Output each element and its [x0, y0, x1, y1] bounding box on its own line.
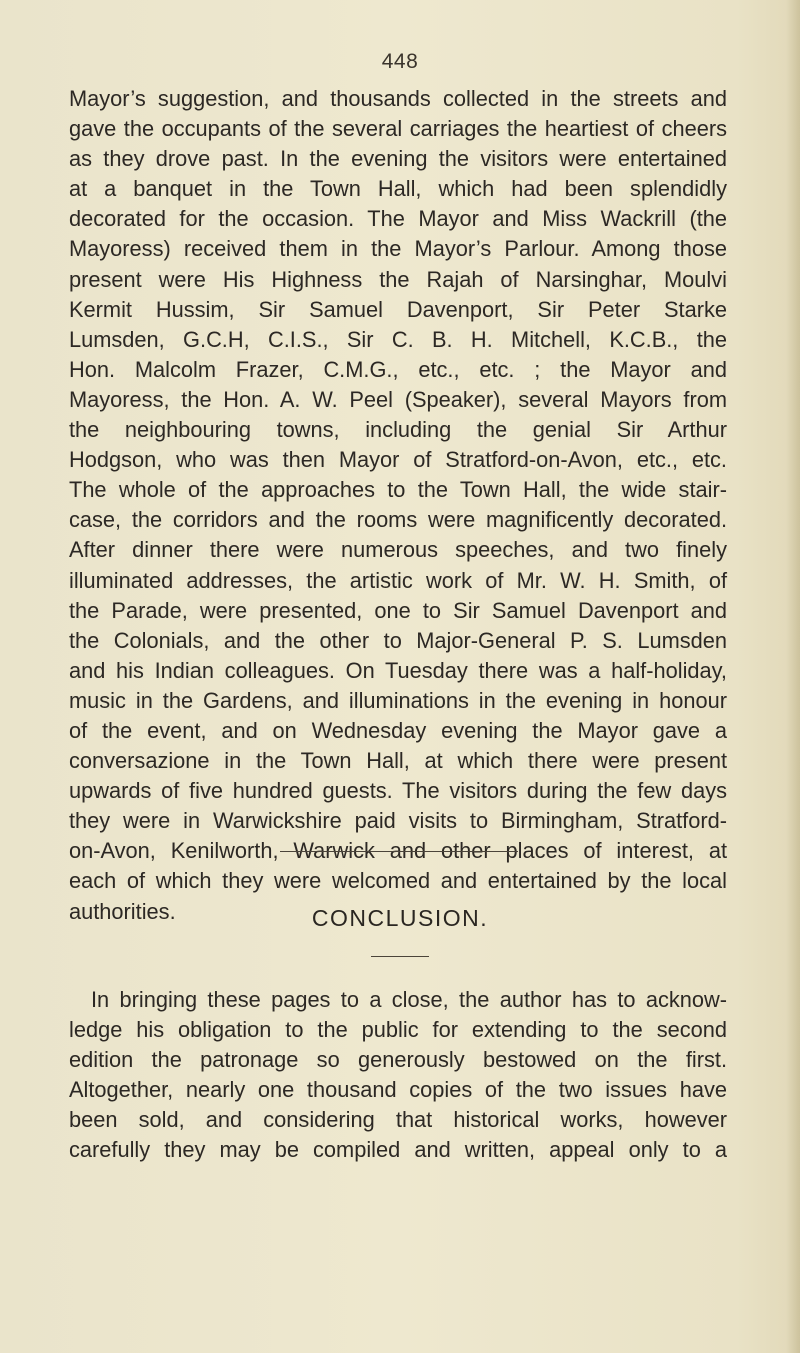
text-line: each of which they were welcomed and entertained by the local: [69, 868, 727, 894]
text-line: In bringing these pages to a close, the author has to acknow-: [91, 987, 727, 1012]
paragraph-conclusion: [69, 985, 727, 1166]
text-line: Mayoress) received them in the Mayor’s Parlour. Among those: [69, 236, 727, 262]
text-line: the neighbouring towns, including the genial Sir Arthur: [69, 417, 727, 443]
text-line: ledge his obligation to the public for extending to the second: [69, 1017, 727, 1043]
text-line: Mayor’s suggestion, and thousands collected in the streets and: [69, 86, 727, 111]
text-line: and his Indian colleagues. On Tuesday there was a half-holiday,: [69, 657, 727, 683]
text-line: The whole of the approaches to the Town Hall, the wide stair-: [69, 477, 727, 503]
section-heading: CONCLUSION.: [311, 905, 489, 931]
text-line: they were in Warwickshire paid visits to Birmingham, Stratford-: [69, 808, 727, 834]
text-line: at a banquet in the Town Hall, which had been splendidly: [69, 176, 727, 202]
text-line: conversazione in the Town Hall, at which there were present: [69, 748, 727, 774]
text-line: edition the patronage so generously bestowed on the first.: [69, 1047, 727, 1073]
text-line: After dinner there were numerous speeches, and two finely: [69, 537, 727, 563]
text-line: decorated for the occasion. The Mayor and Miss Wackrill (the: [69, 206, 727, 232]
text-line: Kermit Hussim, Sir Samuel Davenport, Sir Peter Starke: [69, 296, 727, 322]
text-line: case, the corridors and the rooms were magnificently decorated.: [69, 507, 727, 533]
page-edge-shadow: [786, 0, 800, 1353]
text-line: the Colonials, and the other to Major-General P. S. Lumsden: [69, 627, 727, 653]
text-line: upwards of five hundred guests. The visitors during the few days: [69, 778, 727, 804]
text-line: music in the Gardens, and illuminations in the evening in honour: [69, 687, 727, 713]
text-line: Hodgson, who was then Mayor of Stratford-on-Avon, etc., etc.: [69, 447, 727, 473]
text-line: of the event, and on Wednesday evening the Mayor gave a: [69, 717, 727, 743]
text-line: gave the occupants of the several carriages the heartiest of cheers: [69, 116, 727, 142]
text-line: Lumsden, G.C.H, C.I.S., Sir C. B. H. Mitchell, K.C.B., the: [69, 326, 727, 352]
text-line: carefully they may be compiled and written, appeal only to a: [69, 1137, 727, 1163]
text-line: been sold, and considering that historical works, however: [69, 1107, 727, 1133]
paragraph-banquet: [69, 84, 727, 927]
text-line: Altogether, nearly one thousand copies of the two issues have: [69, 1077, 727, 1103]
text-line: present were His Highness the Rajah of Narsinghar, Moulvi: [69, 266, 727, 292]
text-line: illuminated addresses, the artistic work of Mr. W. H. Smith, of: [69, 567, 727, 593]
text-line: as they drove past. In the evening the visitors were entertained: [69, 146, 727, 172]
text-line: Mayoress, the Hon. A. W. Peel (Speaker), several Mayors from: [69, 386, 727, 412]
page-number: 448: [381, 50, 419, 73]
text-line: on-Avon, Kenilworth, Warwick and other places of interest, at: [69, 838, 727, 864]
text-line: the Parade, were presented, one to Sir Samuel Davenport and: [69, 597, 727, 623]
text-line: authorities.: [69, 898, 176, 924]
section-divider-rule: [280, 851, 518, 852]
text-line: Hon. Malcolm Frazer, C.M.G., etc., etc. ; the Mayor and: [69, 356, 727, 382]
heading-underline-rule: [371, 956, 429, 957]
